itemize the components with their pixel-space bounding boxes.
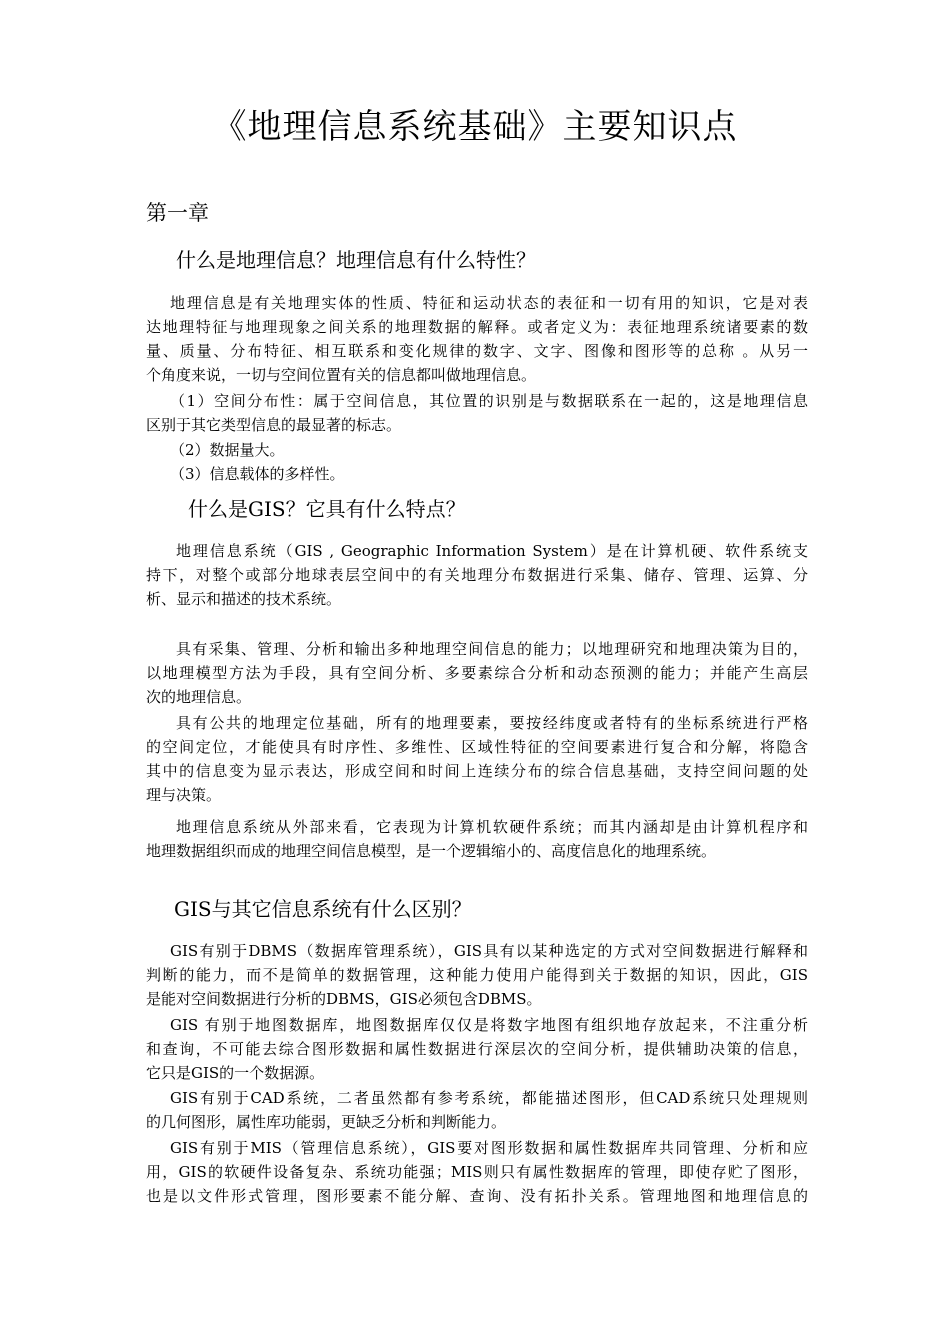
text-line: 析、显示和描述的技术系统。 bbox=[146, 590, 342, 608]
paragraph bbox=[146, 1136, 808, 1208]
text-line: 地理信息系统（GIS , Geographic Information System）是在计算机硬、软件系统支 bbox=[176, 542, 808, 560]
text-line: 具有采集、管理、分析和输出多种地理空间信息的能力；以地理研究和地理决策为目的， bbox=[176, 640, 808, 658]
paragraph bbox=[146, 462, 808, 486]
chapter-heading: 第一章 bbox=[146, 201, 209, 225]
text-line: 地理信息系统从外部来看，它表现为计算机软硬件系统；而其内涵却是由计算机程序和 bbox=[176, 818, 808, 836]
paragraph bbox=[146, 939, 808, 1011]
text-line: 理与决策。 bbox=[146, 786, 222, 804]
text-line: （3）信息载体的多样性。 bbox=[170, 465, 345, 483]
text-line: 地理信息是有关地理实体的性质、特征和运动状态的表征和一切有用的知识，它是对表 bbox=[170, 294, 808, 312]
text-line: GIS有别于DBMS（数据库管理系统），GIS具有以某种选定的方式对空间数据进行解释和 bbox=[170, 942, 808, 960]
text-line: 和查询，不可能去综合图形数据和属性数据进行深层次的空间分析，提供辅助决策的信息， bbox=[146, 1040, 808, 1058]
text-line: 的几何图形，属性库功能弱，更缺乏分析和判断能力。 bbox=[146, 1113, 507, 1131]
text-line: 以地理模型方法为手段，具有空间分析、多要素综合分析和动态预测的能力；并能产生高层 bbox=[146, 664, 808, 682]
text-line: 达地理特征与地理现象之间关系的地理数据的解释。或者定义为：表征地理系统诸要素的数 bbox=[146, 318, 808, 336]
text-line: 地理数据组织而成的地理空间信息模型，是一个逻辑缩小的、高度信息化的地理系统。 bbox=[146, 842, 717, 860]
text-line: （2）数据量大。 bbox=[170, 441, 285, 459]
text-line: GIS 有别于地图数据库，地图数据库仅仅是将数字地图有组织地存放起来，不注重分析 bbox=[170, 1016, 808, 1034]
paragraph bbox=[146, 389, 808, 437]
paragraph bbox=[146, 1013, 808, 1085]
text-line: 其中的信息变为显示表达，形成空间和时间上连续分布的综合信息基础，支持空间问题的处 bbox=[146, 762, 808, 780]
text-line: 量、质量、分布特征、相互联系和变化规律的数字、文字、图像和图形等的总称 。从另一 bbox=[146, 342, 808, 360]
text-line: GIS有别于CAD系统，二者虽然都有参考系统，都能描述图形，但CAD系统只处理规则 bbox=[170, 1089, 808, 1107]
paragraph bbox=[146, 815, 808, 863]
paragraph bbox=[146, 637, 808, 709]
section-heading-gis: 什么是GIS？它具有什么特点？ bbox=[188, 497, 466, 521]
section-heading-gis-vs-other: GIS与其它信息系统有什么区别？ bbox=[174, 897, 472, 921]
text-line: GIS有别于MIS（管理信息系统），GIS要对图形数据和属性数据库共同管理、分析和应 bbox=[170, 1139, 808, 1157]
text-line: 区别于其它类型信息的最显著的标志。 bbox=[146, 416, 402, 434]
text-line: 具有公共的地理定位基础，所有的地理要素，要按经纬度或者特有的坐标系统进行严格 bbox=[176, 714, 808, 732]
text-line: 它只是GIS的一个数据源。 bbox=[146, 1064, 325, 1082]
section-heading-geo-info: 什么是地理信息？地理信息有什么特性？ bbox=[176, 248, 536, 272]
text-line: 用，GIS的软硬件设备复杂、系统功能强；MIS则只有属性数据库的管理，即使存贮了图形， bbox=[146, 1163, 808, 1181]
paragraph bbox=[146, 1086, 808, 1134]
text-line: 次的地理信息。 bbox=[146, 688, 252, 706]
paragraph bbox=[146, 711, 808, 807]
document-title: 《地理信息系统基础》主要知识点 bbox=[212, 107, 738, 147]
text-line: （1）空间分布性：属于空间信息，其位置的识别是与数据联系在一起的，这是地理信息 bbox=[170, 392, 808, 410]
text-line: 个角度来说，一切与空间位置有关的信息都叫做地理信息。 bbox=[146, 366, 537, 384]
paragraph bbox=[146, 291, 808, 387]
text-line: 的空间定位，才能使具有时序性、多维性、区域性特征的空间要素进行复合和分解，将隐含 bbox=[146, 738, 808, 756]
text-line: 也是以文件形式管理，图形要素不能分解、查询、没有拓扑关系。管理地图和地理信息的 bbox=[146, 1187, 808, 1205]
text-line: 持下，对整个或部分地球表层空间中的有关地理分布数据进行采集、储存、管理、运算、分 bbox=[146, 566, 808, 584]
text-line: 是能对空间数据进行分析的DBMS，GIS必须包含DBMS。 bbox=[146, 990, 542, 1008]
paragraph bbox=[146, 539, 808, 611]
text-line: 判断的能力，而不是简单的数据管理，这种能力使用户能得到关于数据的知识，因此，GIS bbox=[146, 966, 808, 984]
paragraph bbox=[146, 438, 808, 462]
